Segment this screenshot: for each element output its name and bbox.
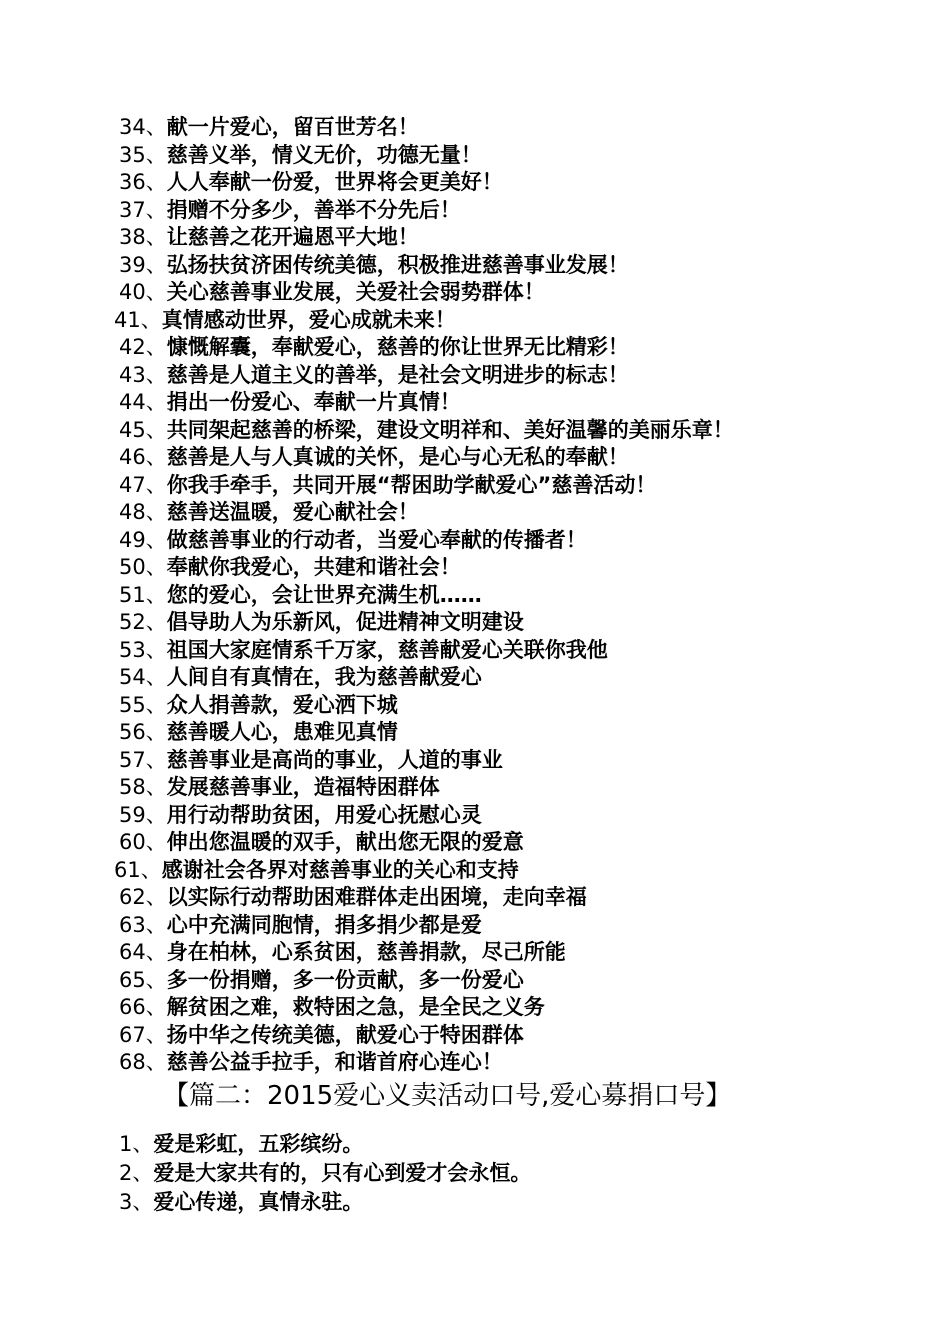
item-text: 捐赠不分多少，善举不分先后！ [166, 197, 461, 222]
item-number: 43、 [119, 362, 167, 387]
list-item [0, 967, 950, 995]
item-text: 扬中华之传统美德，献爱心于特困群体 [166, 1022, 524, 1047]
list-item [0, 912, 950, 940]
slogan-list [0, 114, 950, 1077]
item-text: 多一份捐赠，多一份贡献，多一份爱心 [166, 967, 524, 992]
list-item [0, 1130, 950, 1159]
item-text: 祖国大家庭情系千万家，慈善献爱心关联你我他 [166, 637, 608, 662]
item-number: 62、 [119, 885, 167, 909]
item-number: 44、 [119, 390, 167, 414]
list-item [0, 664, 950, 692]
list-item [0, 334, 950, 362]
list-item [0, 307, 950, 335]
item-text: 捐出一份爱心、奉献一片真情！ [166, 390, 461, 414]
item-text: 真情感动世界，爱心成就未来！ [161, 307, 456, 332]
item-number: 37、 [119, 197, 167, 222]
item-number: 59、 [119, 802, 167, 827]
item-number: 48、 [119, 500, 167, 524]
list-item [0, 609, 950, 637]
list-item [0, 747, 950, 775]
item-text: 慈善送温暖，爱心献社会！ [166, 500, 419, 524]
item-number: 1、 [119, 1132, 154, 1156]
item-number: 47、 [119, 472, 167, 497]
list-item [0, 142, 950, 170]
item-number: 65、 [119, 967, 167, 992]
list-item [0, 389, 950, 417]
list-item [0, 774, 950, 802]
slogan-list-2 [0, 1130, 950, 1217]
item-text: 爱是彩虹，五彩缤纷。 [153, 1132, 364, 1156]
item-text: 发展慈善事业，造福特困群体 [166, 775, 440, 799]
list-item [0, 224, 950, 252]
item-number: 34、 [119, 115, 167, 139]
item-text: 伸出您温暖的双手，献出您无限的爱意 [166, 830, 524, 854]
list-item [0, 169, 950, 197]
list-item [0, 719, 950, 747]
item-number: 38、 [119, 225, 167, 249]
item-number: 45、 [119, 417, 167, 442]
item-number: 63、 [119, 912, 167, 937]
item-text: 爱是大家共有的，只有心到爱才会永恒。 [153, 1161, 532, 1185]
section-heading: 【篇二：2015爱心义卖活动口号,爱心募捐口号】 [163, 1081, 732, 1111]
item-number: 40、 [119, 280, 167, 304]
item-number: 3、 [119, 1190, 154, 1214]
list-item [0, 417, 950, 445]
list-item [0, 527, 950, 555]
item-number: 36、 [119, 170, 167, 194]
item-text: 解贫困之难，救特困之急，是全民之义务 [166, 995, 545, 1019]
item-text: 您的爱心，会让世界充满生机…… [166, 582, 482, 607]
item-text: 让慈善之花开遍恩平大地！ [166, 225, 419, 249]
item-text: 关心慈善事业发展，关爱社会弱势群体！ [166, 280, 545, 304]
item-number: 42、 [119, 335, 167, 359]
item-text: 人间自有真情在，我为慈善献爱心 [166, 665, 482, 689]
item-number: 49、 [119, 527, 167, 552]
item-text: 感谢社会各界对慈善事业的关心和支持 [161, 857, 519, 882]
item-text: 献一片爱心，留百世芳名！ [166, 115, 419, 139]
item-number: 67、 [119, 1022, 167, 1047]
list-item [0, 829, 950, 857]
item-number: 41、 [114, 307, 162, 332]
item-text: 共同架起慈善的桥梁，建设文明祥和、美好温馨的美丽乐章！ [166, 417, 734, 442]
item-text: 慈善是人道主义的善举，是社会文明进步的标志！ [166, 362, 629, 387]
list-item [0, 802, 950, 830]
item-number: 52、 [119, 610, 167, 634]
list-item [0, 692, 950, 720]
item-number: 46、 [119, 445, 167, 469]
list-item [0, 499, 950, 527]
list-item [0, 994, 950, 1022]
list-item [0, 252, 950, 280]
item-text: 弘扬扶贫济困传统美德，积极推进慈善事业发展！ [166, 252, 629, 277]
item-text: 慈善义举，情义无价，功德无量！ [166, 142, 482, 167]
item-text: 慷慨解囊，奉献爱心，慈善的你让世界无比精彩！ [166, 335, 629, 359]
item-number: 39、 [119, 252, 167, 277]
list-item [0, 554, 950, 582]
item-text: 做慈善事业的行动者，当爱心奉献的传播者！ [166, 527, 587, 552]
list-item [0, 939, 950, 967]
item-text: 众人捐善款，爱心洒下城 [166, 692, 398, 717]
item-number: 56、 [119, 720, 167, 744]
list-item [0, 472, 950, 500]
item-text: 慈善事业是高尚的事业，人道的事业 [166, 747, 503, 772]
list-item [0, 582, 950, 610]
list-item [0, 114, 950, 142]
item-text: 慈善暖人心，患难见真情 [166, 720, 398, 744]
item-text: 你我手牵手，共同开展“帮困助学献爱心”慈善活动！ [166, 472, 657, 497]
item-number: 51、 [119, 582, 167, 607]
list-item [0, 197, 950, 225]
item-number: 55、 [119, 692, 167, 717]
item-text: 慈善公益手拉手，和谐首府心连心！ [166, 1050, 503, 1074]
item-text: 爱心传递，真情永驻。 [153, 1190, 364, 1214]
list-item [0, 1188, 950, 1217]
list-item [0, 362, 950, 390]
item-text: 身在柏林，心系贫困，慈善捐款，尽己所能 [166, 940, 566, 964]
list-item [0, 1159, 950, 1188]
item-number: 58、 [119, 775, 167, 799]
item-text: 人人奉献一份爱，世界将会更美好！ [166, 170, 503, 194]
item-number: 54、 [119, 665, 167, 689]
item-text: 以实际行动帮助困难群体走出困境，走向幸福 [166, 885, 587, 909]
item-text: 慈善是人与人真诚的关怀，是心与心无私的奉献！ [166, 445, 629, 469]
list-item [0, 279, 950, 307]
item-number: 61、 [114, 857, 162, 882]
item-number: 64、 [119, 940, 167, 964]
item-number: 66、 [119, 995, 167, 1019]
item-number: 50、 [119, 555, 167, 579]
item-number: 35、 [119, 142, 167, 167]
item-text: 心中充满同胞情，捐多捐少都是爱 [166, 912, 482, 937]
item-number: 53、 [119, 637, 167, 662]
item-number: 57、 [119, 747, 167, 772]
list-item [0, 1049, 950, 1077]
item-number: 60、 [119, 830, 167, 854]
list-item [0, 444, 950, 472]
list-item [0, 884, 950, 912]
list-item [0, 637, 950, 665]
item-text: 倡导助人为乐新风，促进精神文明建设 [166, 610, 524, 634]
list-item [0, 1022, 950, 1050]
item-text: 奉献你我爱心，共建和谐社会！ [166, 555, 461, 579]
list-item [0, 857, 950, 885]
item-number: 68、 [119, 1050, 167, 1074]
item-number: 2、 [119, 1161, 154, 1185]
item-text: 用行动帮助贫困，用爱心抚慰心灵 [166, 802, 482, 827]
